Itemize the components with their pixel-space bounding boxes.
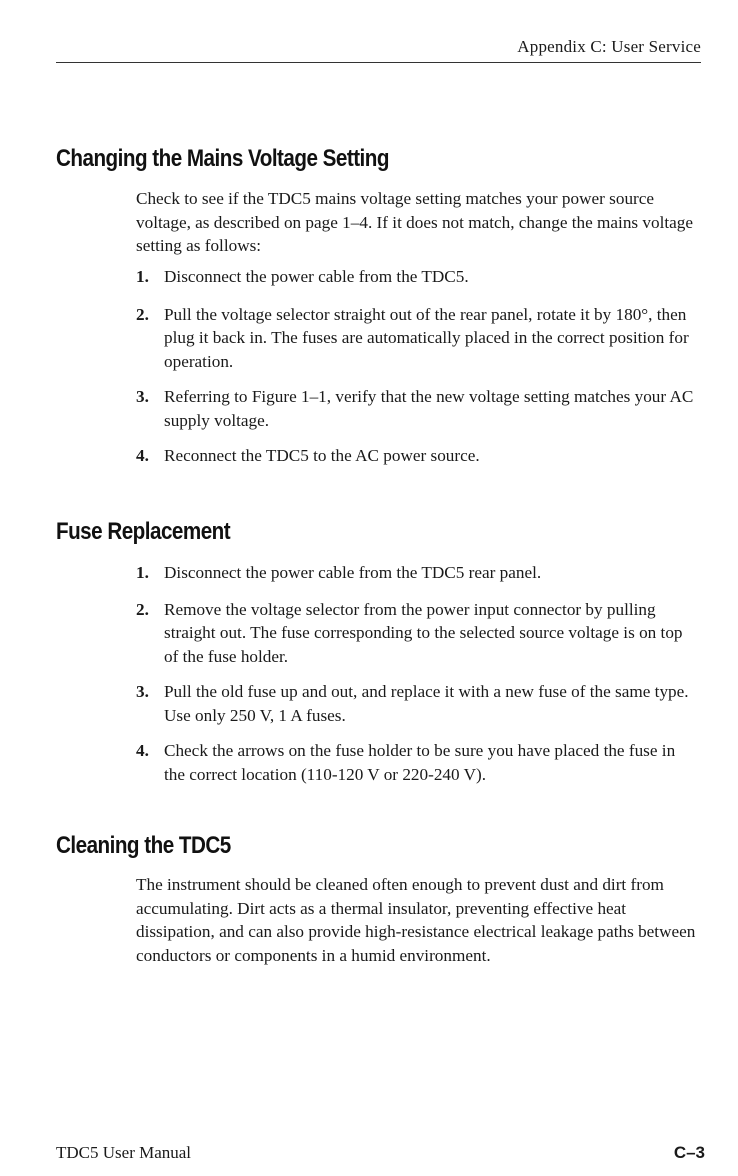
list-item — [136, 598, 696, 669]
footer-manual-title: TDC5 User Manual — [56, 1143, 192, 1162]
running-header: Appendix C: User Service — [517, 37, 701, 56]
header-rule — [56, 62, 701, 63]
mains-voltage-steps — [136, 265, 696, 468]
step-text: Pull the voltage selector straight out of the rear panel, rotate it by 180°, then plug it back in. The fuses are automatically placed in the correct position for operation. — [164, 304, 689, 371]
step-number: 3. — [136, 387, 149, 406]
step-number: 1. — [136, 267, 149, 286]
mains-voltage-intro: Check to see if the TDC5 mains voltage setting matches your power source voltage, as described on page 1–4. If it does not match, change the mains voltage setting as follows: — [136, 189, 693, 255]
cleaning-body: The instrument should be cleaned often enough to prevent dust and dirt from accumulating. Dirt acts as a thermal insulator, preventing effective heat dissipation, and can also provide high-resistance electrical leakage paths between conductors or components in a humid environment. — [136, 875, 696, 965]
section-title-fuse-replacement: Fuse Replacement — [56, 518, 231, 545]
step-number: 2. — [136, 304, 149, 324]
step-text: Referring to Figure 1–1, verify that the new voltage setting matches your AC supply voltage. — [164, 387, 694, 430]
page-number: C–3 — [673, 1143, 705, 1162]
list-item — [136, 561, 696, 585]
step-number: 4. — [136, 741, 149, 760]
fuse-replacement-steps — [136, 561, 696, 786]
step-number: 4. — [136, 446, 149, 465]
step-number: 3. — [136, 682, 149, 701]
step-text: Disconnect the power cable from the TDC5 rear panel. — [164, 563, 542, 582]
section-title-cleaning: Cleaning the TDC5 — [56, 832, 231, 859]
step-text: Pull the old fuse up and out, and replace it with a new fuse of the same type. Use only 250 V, 1 A fuses. — [164, 682, 689, 725]
list-item — [136, 303, 696, 374]
step-text: Disconnect the power cable from the TDC5. — [164, 267, 469, 286]
step-text: Check the arrows on the fuse holder to be sure you have placed the fuse in the correct location (110-120 V or 220-240 V). — [164, 741, 676, 784]
step-number: 1. — [136, 563, 149, 582]
list-item — [136, 385, 696, 432]
list-item — [136, 680, 696, 727]
list-item — [136, 739, 696, 786]
section-title-mains-voltage: Changing the Mains Voltage Setting — [56, 145, 389, 172]
step-text: Remove the voltage selector from the power input connector by pulling straight out. The fuse corresponding to the selected source voltage is on top of the fuse holder. — [164, 599, 683, 666]
step-number: 2. — [136, 599, 149, 619]
list-item — [136, 444, 696, 468]
list-item — [136, 265, 696, 289]
step-text: Reconnect the TDC5 to the AC power source. — [164, 446, 480, 465]
